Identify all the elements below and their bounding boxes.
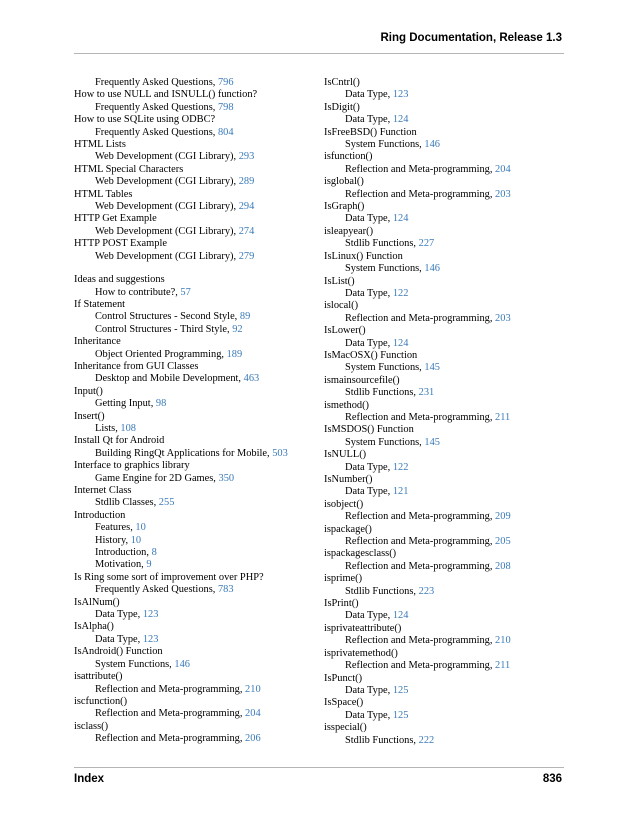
entry-text: Web Development (CGI Library), [95,151,239,163]
entry-text: Reflection and Meta-programming, [345,188,496,200]
entry-text: IsNULL() [324,449,367,461]
index-subentry [324,511,566,523]
index-subentry [74,448,300,460]
entry-text: Reflection and Meta-programming, [345,163,496,175]
entry-text: Data Type, [345,114,393,126]
entry-text: Insert() [74,410,105,422]
page-link[interactable]: 122 [392,461,409,473]
index-subentry [74,201,300,213]
entry-text: Web Development (CGI Library), [95,250,239,262]
index-entry [74,435,300,447]
index-subentry [74,547,300,559]
page-link[interactable]: 255 [158,497,175,509]
header-rule [74,53,564,54]
entry-text: ispackage() [324,523,372,535]
index-column-right [324,77,566,747]
entry-text: Stdlib Functions, [345,585,419,597]
entry-text: Interface to graphics library [74,460,190,472]
index-entry [74,299,300,311]
index-entry [74,621,300,633]
entry-text: Desktop and Mobile Development, [95,373,244,385]
index-entry [324,673,566,685]
index-subentry [324,263,566,275]
entry-text: Motivation, [95,559,147,571]
index-subentry [324,114,566,126]
entry-text: IsPrint() [324,598,359,610]
entry-text: Stdlib Functions, [345,387,419,399]
index-subentry [324,610,566,622]
page-link[interactable]: 798 [217,101,234,113]
index-entry [324,697,566,709]
entry-text: Data Type, [345,287,393,299]
page-link[interactable]: 206 [245,733,261,745]
index-entry [74,510,300,522]
index-subentry [324,288,566,300]
entry-text: HTTP POST Example [74,238,167,250]
index-subentry [74,127,300,139]
entry-text: System Functions, [345,263,425,275]
entry-text: Reflection and Meta-programming, [345,411,496,423]
index-subentry [324,164,566,176]
entry-text: Inheritance from GUI Classes [74,360,199,372]
index-subentry [74,659,300,671]
entry-text: IsLower() [324,325,366,337]
entry-text: Stdlib Functions, [345,238,419,250]
index-entry [74,646,300,658]
page-link[interactable]: 203 [495,312,511,324]
entry-text: Inheritance [74,336,121,348]
entry-text: Data Type, [345,337,393,349]
entry-text: IsPunct() [324,672,363,684]
index-entry [74,114,300,126]
entry-text: Building RingQt Applications for Mobile, [95,447,273,459]
entry-text: ispackagesclass() [324,548,397,560]
index-entry [324,524,566,536]
page-link[interactable]: 10 [135,522,146,534]
entry-text: Data Type, [345,486,393,498]
page-link[interactable]: 98 [155,398,167,410]
index-subentry [74,398,300,410]
entry-text: Introduction, [95,547,152,559]
page-link[interactable]: 211 [495,660,511,672]
entry-text: How to use NULL and ISNULL() function? [74,89,258,101]
index-subentry [324,238,566,250]
index-subentry [74,522,300,534]
index-subentry [324,213,566,225]
index-entry [324,722,566,734]
index-entry [74,164,300,176]
index-subentry [324,561,566,573]
entry-text: Reflection and Meta-programming, [95,708,246,720]
entry-text: isclass() [74,720,109,732]
index-subentry [74,535,300,547]
index-entry [324,648,566,660]
page-link[interactable]: 145 [424,436,440,448]
index-subentry [74,287,300,299]
index-entry [324,127,566,139]
index-entry [324,424,566,436]
index-subentry [74,473,300,485]
index-subentry [74,226,300,238]
page-link[interactable]: 124 [392,610,409,622]
index-entry [324,276,566,288]
entry-text: ismainsourcefile() [324,374,400,386]
entry-text: isprime() [324,573,363,585]
index-subentry [324,685,566,697]
index-entry [324,449,566,461]
index-entry [324,623,566,635]
entry-text: isprivateattribute() [324,622,402,634]
index-subentry [324,635,566,647]
index-entry [74,139,300,151]
index-subentry [324,437,566,449]
entry-text: islocal() [324,300,359,312]
index-entry [74,213,300,225]
index-subentry [74,559,300,571]
index-subentry [74,311,300,323]
footer-rule [74,767,564,768]
index-entry [324,251,566,263]
index-entry [74,460,300,472]
index-subentry [74,708,300,720]
index-subentry [324,338,566,350]
page-link[interactable]: 145 [424,362,440,374]
entry-text: Data Type, [345,610,393,622]
index-entry [74,671,300,683]
page-link[interactable]: 10 [130,534,142,546]
index-subentry [324,710,566,722]
index-subentry [74,251,300,263]
entry-text: Frequently Asked Questions, [95,126,218,138]
page-link[interactable]: 124 [392,213,409,225]
index-entry [324,201,566,213]
index-entry [74,238,300,250]
index-subentry [74,151,300,163]
index-subentry [74,497,300,509]
entry-text: Reflection and Meta-programming, [345,536,496,548]
entry-text: If Statement [74,298,126,310]
index-subentry [74,584,300,596]
index-entry [324,499,566,511]
entry-text: Internet Class [74,485,132,496]
entry-text: Data Type, [345,89,393,101]
entry-text: Object Oriented Programming, [95,348,227,360]
page-link[interactable]: 208 [495,560,511,572]
entry-text: Game Engine for 2D Games, [95,472,219,484]
entry-text: iscfunction() [74,695,128,707]
entry-text: Lists, [95,422,121,434]
entry-text: IsList() [324,275,355,287]
page-link[interactable]: 124 [392,114,409,126]
page-link[interactable]: 804 [217,126,234,138]
index-entry [74,89,300,101]
page-link[interactable]: 122 [392,287,409,299]
entry-text: HTML Special Characters [74,163,184,175]
entry-text: Web Development (CGI Library), [95,176,239,188]
page-link[interactable]: 125 [392,684,409,696]
entry-text: Frequently Asked Questions, [95,101,218,113]
page-link[interactable]: 211 [495,411,511,423]
entry-text: Reflection and Meta-programming, [95,683,246,695]
page-link[interactable]: 121 [392,486,409,498]
entry-text: System Functions, [345,362,425,374]
page-link[interactable]: 89 [239,311,251,323]
index-entry [74,336,300,348]
entry-text: IsAndroid() Function [74,646,163,658]
page-link[interactable]: 108 [120,422,136,434]
entry-text: ismethod() [324,399,370,411]
entry-text: isleapyear() [324,225,374,237]
index-entry [74,361,300,373]
index-entry [324,300,566,312]
page-link[interactable]: 205 [495,536,511,548]
entry-text: isobject() [324,498,364,510]
entry-text: Data Type, [345,709,393,721]
index-subentry [324,660,566,672]
entry-text: Control Structures - Third Style, [95,323,233,335]
entry-text: Frequently Asked Questions, [95,584,218,596]
index-subentry [74,684,300,696]
entry-text: Reflection and Meta-programming, [345,635,496,647]
entry-text: How to use SQLite using ODBC? [74,114,216,126]
entry-text: IsGraph() [324,201,365,213]
entry-text: IsFreeBSD() Function [324,126,417,138]
index-entry [324,598,566,610]
index-entry [324,226,566,238]
entry-text: Reflection and Meta-programming, [95,733,246,745]
entry-text: Introduction [74,509,126,521]
index-subentry [74,609,300,621]
entry-text: Control Structures - Second Style, [95,311,240,323]
footer-section: Index [74,773,105,785]
page-link[interactable]: 123 [142,609,159,621]
entry-text: Data Type, [95,633,143,645]
index-entry [74,696,300,708]
page-link[interactable]: 146 [424,139,440,151]
page-link[interactable]: 146 [174,658,190,670]
index-subentry [324,735,566,747]
index-subentry [324,412,566,424]
entry-text: isspecial() [324,722,367,734]
page-link[interactable]: 289 [238,176,255,188]
index-subentry [74,373,300,385]
entry-text: IsNumber() [324,474,373,485]
entry-text: Is Ring some sort of improvement over PHP? [74,571,264,583]
page-link[interactable]: 503 [272,447,288,459]
index-entry [74,721,300,733]
index-subentry [74,349,300,361]
index-subentry [74,634,300,646]
entry-text: Frequently Asked Questions, [95,77,218,88]
entry-text: Web Development (CGI Library), [95,225,239,237]
page-link[interactable]: 209 [495,511,511,523]
page-link[interactable]: 125 [392,709,409,721]
entry-text: Web Development (CGI Library), [95,201,239,213]
entry-text: How to contribute?, [95,286,181,298]
index-entry [74,386,300,398]
index-subentry [324,362,566,374]
entry-text: Reflection and Meta-programming, [345,560,496,572]
index-subentry [74,324,300,336]
page-link[interactable]: 796 [217,77,234,88]
entry-text: isprivatemethod() [324,647,398,659]
page-link[interactable]: 294 [238,201,255,213]
entry-text: HTML Lists [74,139,126,151]
entry-text: isfunction() [324,151,373,163]
page-link[interactable]: 9 [146,559,152,571]
entry-text: Data Type, [345,461,393,473]
entry-text: System Functions, [95,658,175,670]
index-subentry [74,423,300,435]
page-link[interactable]: 350 [218,472,235,484]
entry-text: IsAlpha() [74,621,114,633]
index-subentry [74,733,300,745]
index-subentry [74,102,300,114]
entry-text: Data Type, [95,609,143,621]
index-entry [324,176,566,188]
page-link[interactable]: 123 [142,633,159,645]
entry-text: IsSpace() [324,697,364,709]
page-link[interactable]: 274 [238,225,255,237]
index-entry [74,274,300,286]
index-entry [324,350,566,362]
entry-text: HTML Tables [74,188,133,200]
page-link[interactable]: 124 [392,337,409,349]
footer-page-number: 836 [542,773,562,785]
entry-text: Input() [74,385,103,397]
page-link[interactable]: 146 [424,263,440,275]
page-link[interactable]: 210 [495,635,511,647]
page-link[interactable]: 783 [217,584,234,596]
page-link[interactable]: 204 [245,708,261,720]
index-subentry [324,536,566,548]
page-link[interactable]: 463 [243,373,260,385]
index-entry [324,474,566,486]
index-entry [74,485,300,497]
entry-text: IsCntrl() [324,77,360,88]
index-subentry [74,77,300,89]
entry-text: isglobal() [324,176,364,188]
entry-text: IsMacOSX() Function [324,349,418,361]
index-entry [324,548,566,560]
entry-text: isattribute() [74,671,123,683]
index-subentry [324,139,566,151]
page-link[interactable]: 222 [418,734,435,746]
page-link[interactable]: 279 [238,250,255,262]
index-entry [324,375,566,387]
entry-text: Reflection and Meta-programming, [345,312,496,324]
index-subentry [324,586,566,598]
entry-text: Reflection and Meta-programming, [345,660,496,672]
index-entry [74,597,300,609]
entry-text: IsAlNum() [74,596,120,608]
page-link[interactable]: 123 [392,89,409,101]
page-link[interactable]: 210 [245,683,261,695]
entry-text: HTTP Get Example [74,213,157,225]
page-link[interactable]: 203 [495,188,511,200]
index-subentry [74,176,300,188]
entry-text: Data Type, [345,213,393,225]
entry-text: Data Type, [345,684,393,696]
index-subentry [324,462,566,474]
entry-text: Getting Input, [95,398,156,410]
page-link[interactable]: 189 [226,348,243,360]
index-entry [324,400,566,412]
entry-text: Reflection and Meta-programming, [345,511,496,523]
page-link[interactable]: 231 [418,387,435,399]
running-header: Ring Documentation, Release 1.3 [380,32,562,44]
entry-text: System Functions, [345,436,425,448]
page-link[interactable]: 227 [418,238,435,250]
index-subentry [324,313,566,325]
index-entry [74,189,300,201]
page-link[interactable]: 92 [232,323,243,335]
page-link[interactable]: 293 [238,151,255,163]
index-subentry [324,486,566,498]
page-link[interactable]: 204 [495,163,511,175]
entry-text: Install Qt for Android [74,435,165,447]
page-link[interactable]: 8 [151,547,157,559]
entry-text: Stdlib Classes, [95,497,159,509]
entry-text: IsDigit() [324,101,360,113]
index-entry [324,573,566,585]
index-entry [324,77,566,89]
index-entry [74,411,300,423]
index-subentry [324,89,566,101]
entry-text: IsLinux() Function [324,250,403,262]
entry-text: Stdlib Functions, [345,734,419,746]
entry-text: System Functions, [345,139,425,151]
index-entry [74,572,300,584]
index-subentry [324,387,566,399]
entry-text: Ideas and suggestions [74,274,165,286]
index-column-left [74,77,300,746]
page-link[interactable]: 223 [418,585,435,597]
index-subentry [324,189,566,201]
index-entry [324,102,566,114]
entry-text: IsMSDOS() Function [324,424,414,436]
entry-text: Features, [95,522,136,534]
entry-text: History, [95,534,131,546]
index-entry [324,151,566,163]
index-entry [324,325,566,337]
page-link[interactable]: 57 [180,286,191,298]
